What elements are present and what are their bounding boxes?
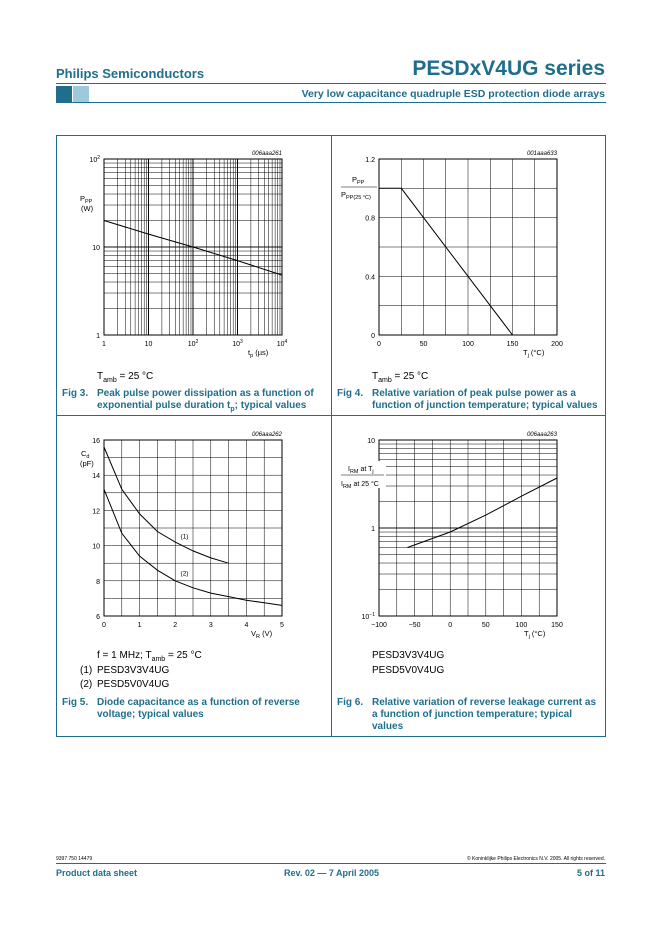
fig6-ytick: 1: [371, 526, 375, 533]
fig5-ytick: 16: [92, 438, 100, 445]
fig4-ytick: 0.4: [365, 274, 375, 282]
fig4-ytick: 0: [371, 333, 375, 340]
fig6-xtick: 50: [481, 622, 490, 629]
fig4-id-code: 001aaa633: [526, 151, 557, 157]
fig3-ylabel: $P_{PP}$: [80, 194, 93, 205]
fig4-xtick: 100: [462, 341, 474, 348]
fig3-ytick: $10^2$: [89, 155, 100, 164]
fig5-legend-2: PESD5V0V4UG: [97, 679, 170, 690]
fig5-ytick: 14: [92, 473, 100, 481]
fig3-xtick: 1: [102, 341, 106, 348]
fig6-legend-1: PESD3V3V4UG: [372, 650, 445, 661]
doc-number: 9397 750 14479: [56, 856, 93, 862]
fig5-xtick: 2: [173, 622, 178, 629]
fig6-ylabel-top: $I_{RM}$ at $T_j$: [348, 466, 374, 475]
fig4-label: Fig 4.: [337, 388, 364, 399]
fig6-caption-line3: values: [372, 721, 404, 732]
fig5-caption: [97, 697, 300, 721]
fig5-xtick: 5: [280, 622, 284, 629]
fig4-gridlines: [379, 159, 557, 335]
fig5-ytick: 6: [96, 614, 100, 621]
copyright: © Koninklijke Philips Electronics N.V. 2005. All rights reserved.: [466, 856, 605, 862]
fig5-legend-1: PESD3V3V4UG: [97, 665, 170, 676]
fig5-series-2-label: (2): [180, 570, 189, 578]
header-rule: [56, 83, 606, 84]
document-subtitle: Very low capacitance quadruple ESD protection diode arrays: [301, 88, 605, 100]
fig6-xtick: 150: [551, 622, 563, 629]
company-name: Philips Semiconductors: [56, 66, 205, 81]
header-rule-bottom: [56, 102, 606, 103]
fig4-caption-line1: Relative variation of peak pulse power as a: [372, 388, 576, 399]
fig5-caption-line1: Diode capacitance as a function of reverse: [97, 697, 300, 708]
fig4-xtick: 0: [377, 341, 381, 348]
fig6-ylabel-bottom: $I_{RM}$ at 25 °C: [341, 481, 379, 490]
fig3-xtick: $10^4$: [276, 339, 288, 348]
fig3-chart: [56, 135, 331, 365]
fig5-ytick: 12: [92, 508, 100, 516]
fig4-chart: [331, 135, 606, 365]
fig5-legend-1-num: (1): [80, 665, 93, 676]
footer-rule: [56, 863, 606, 864]
fig5-caption-line2: voltage; typical values: [97, 709, 204, 720]
fig6-xtick: −100: [371, 622, 387, 629]
fig5-xtick: 4: [244, 622, 249, 629]
fig4-xtick: 200: [551, 341, 563, 348]
fig5-legend-2-num: (2): [80, 679, 93, 690]
fig6-xlabel: $T_j$ (°C): [524, 629, 546, 640]
fig5-xtick: 1: [137, 622, 142, 629]
footer-center: Rev. 02 — 7 April 2005: [284, 868, 380, 878]
footer-left: Product data sheet: [56, 868, 138, 878]
fig6-gridlines: [379, 440, 557, 616]
fig4-xlabel: $T_j$ (°C): [523, 348, 545, 359]
fig4-caption-line2: function of junction temperature; typical values: [372, 400, 598, 411]
fig6-caption: [372, 697, 596, 733]
product-title: PESDxV4UG series: [412, 57, 605, 80]
fig6-ytick: 10: [367, 438, 375, 445]
fig4-ylabel-bottom: $P_{PP(25 ^\circ C)}$: [341, 190, 371, 201]
fig3-xtick: 10: [144, 341, 153, 348]
fig4-ylabel-top: $P_{PP}$: [352, 175, 365, 186]
fig6-caption-line2: a function of junction temperature; typical: [372, 709, 573, 720]
fig3-xtick: $10^2$: [187, 339, 199, 348]
fig3-caption-line2: exponential pulse duration $t_p$; typical values: [97, 400, 307, 413]
fig3-ytick: 1: [96, 333, 100, 340]
fig4-caption: [372, 388, 598, 412]
fig6-chart: [331, 416, 606, 646]
fig3-id-code: 006aaa261: [251, 151, 282, 157]
fig3-xlabel: $t_p$ (µs): [248, 348, 269, 359]
fig4-ytick: 0.8: [365, 215, 375, 223]
fig5-id-code: 006aaa262: [251, 432, 282, 438]
fig5-ytick: 10: [92, 543, 100, 551]
fig3-ytick: 10: [92, 245, 100, 252]
fig5-xtick: 3: [208, 622, 213, 629]
fig5-ylabel: $C_d$: [81, 449, 90, 460]
fig5-chart: [56, 416, 331, 646]
fig6-label: Fig 6.: [337, 697, 364, 708]
fig3-xtick: $10^3$: [232, 339, 243, 348]
fig4-tick-labels: [365, 157, 563, 348]
fig4-xtick: 150: [506, 341, 519, 348]
fig4-condition: $T_{amb} = 25$ °C: [372, 371, 429, 384]
fig4-ytick: 1.2: [365, 157, 375, 164]
fig5-gridlines: [104, 440, 282, 616]
fig6-caption-line1: Relative variation of reverse leakage current as: [372, 697, 597, 708]
fig5-ytick: 8: [96, 578, 100, 586]
fig5-label: Fig 5.: [62, 697, 89, 708]
logo-square-light: [73, 86, 89, 102]
fig6-xtick: −50: [408, 622, 421, 629]
fig6-ytick: $10^{-1}$: [361, 612, 375, 621]
fig4-xtick: 50: [419, 341, 428, 348]
footer-page: 5 of 11: [576, 868, 605, 878]
fig5-xlabel: $V_R$ (V): [251, 629, 273, 640]
fig3-condition: $T_{amb} = 25$ °C: [97, 371, 154, 384]
fig6-id-code: 006aaa263: [526, 432, 557, 438]
fig5-condition: f = 1 MHz; $T_{amb} = 25$ °C: [97, 650, 202, 663]
fig6-xtick: 0: [448, 622, 453, 629]
logo-square-dark: [56, 86, 72, 102]
fig3-ylabel-unit: (W): [81, 204, 94, 213]
fig6-series-line: [408, 478, 558, 548]
fig5-series-1-label: (1): [180, 533, 189, 541]
fig6-xtick: 100: [515, 622, 528, 629]
fig3-label: Fig 3.: [62, 388, 89, 399]
fig3-caption-line1: Peak pulse power dissipation as a function of: [97, 388, 314, 399]
fig6-legend-2: PESD5V0V4UG: [372, 665, 445, 676]
fig5-ylabel-unit: (pF): [80, 459, 94, 468]
fig5-xtick: 0: [102, 622, 106, 629]
fig3-caption: [97, 388, 314, 416]
